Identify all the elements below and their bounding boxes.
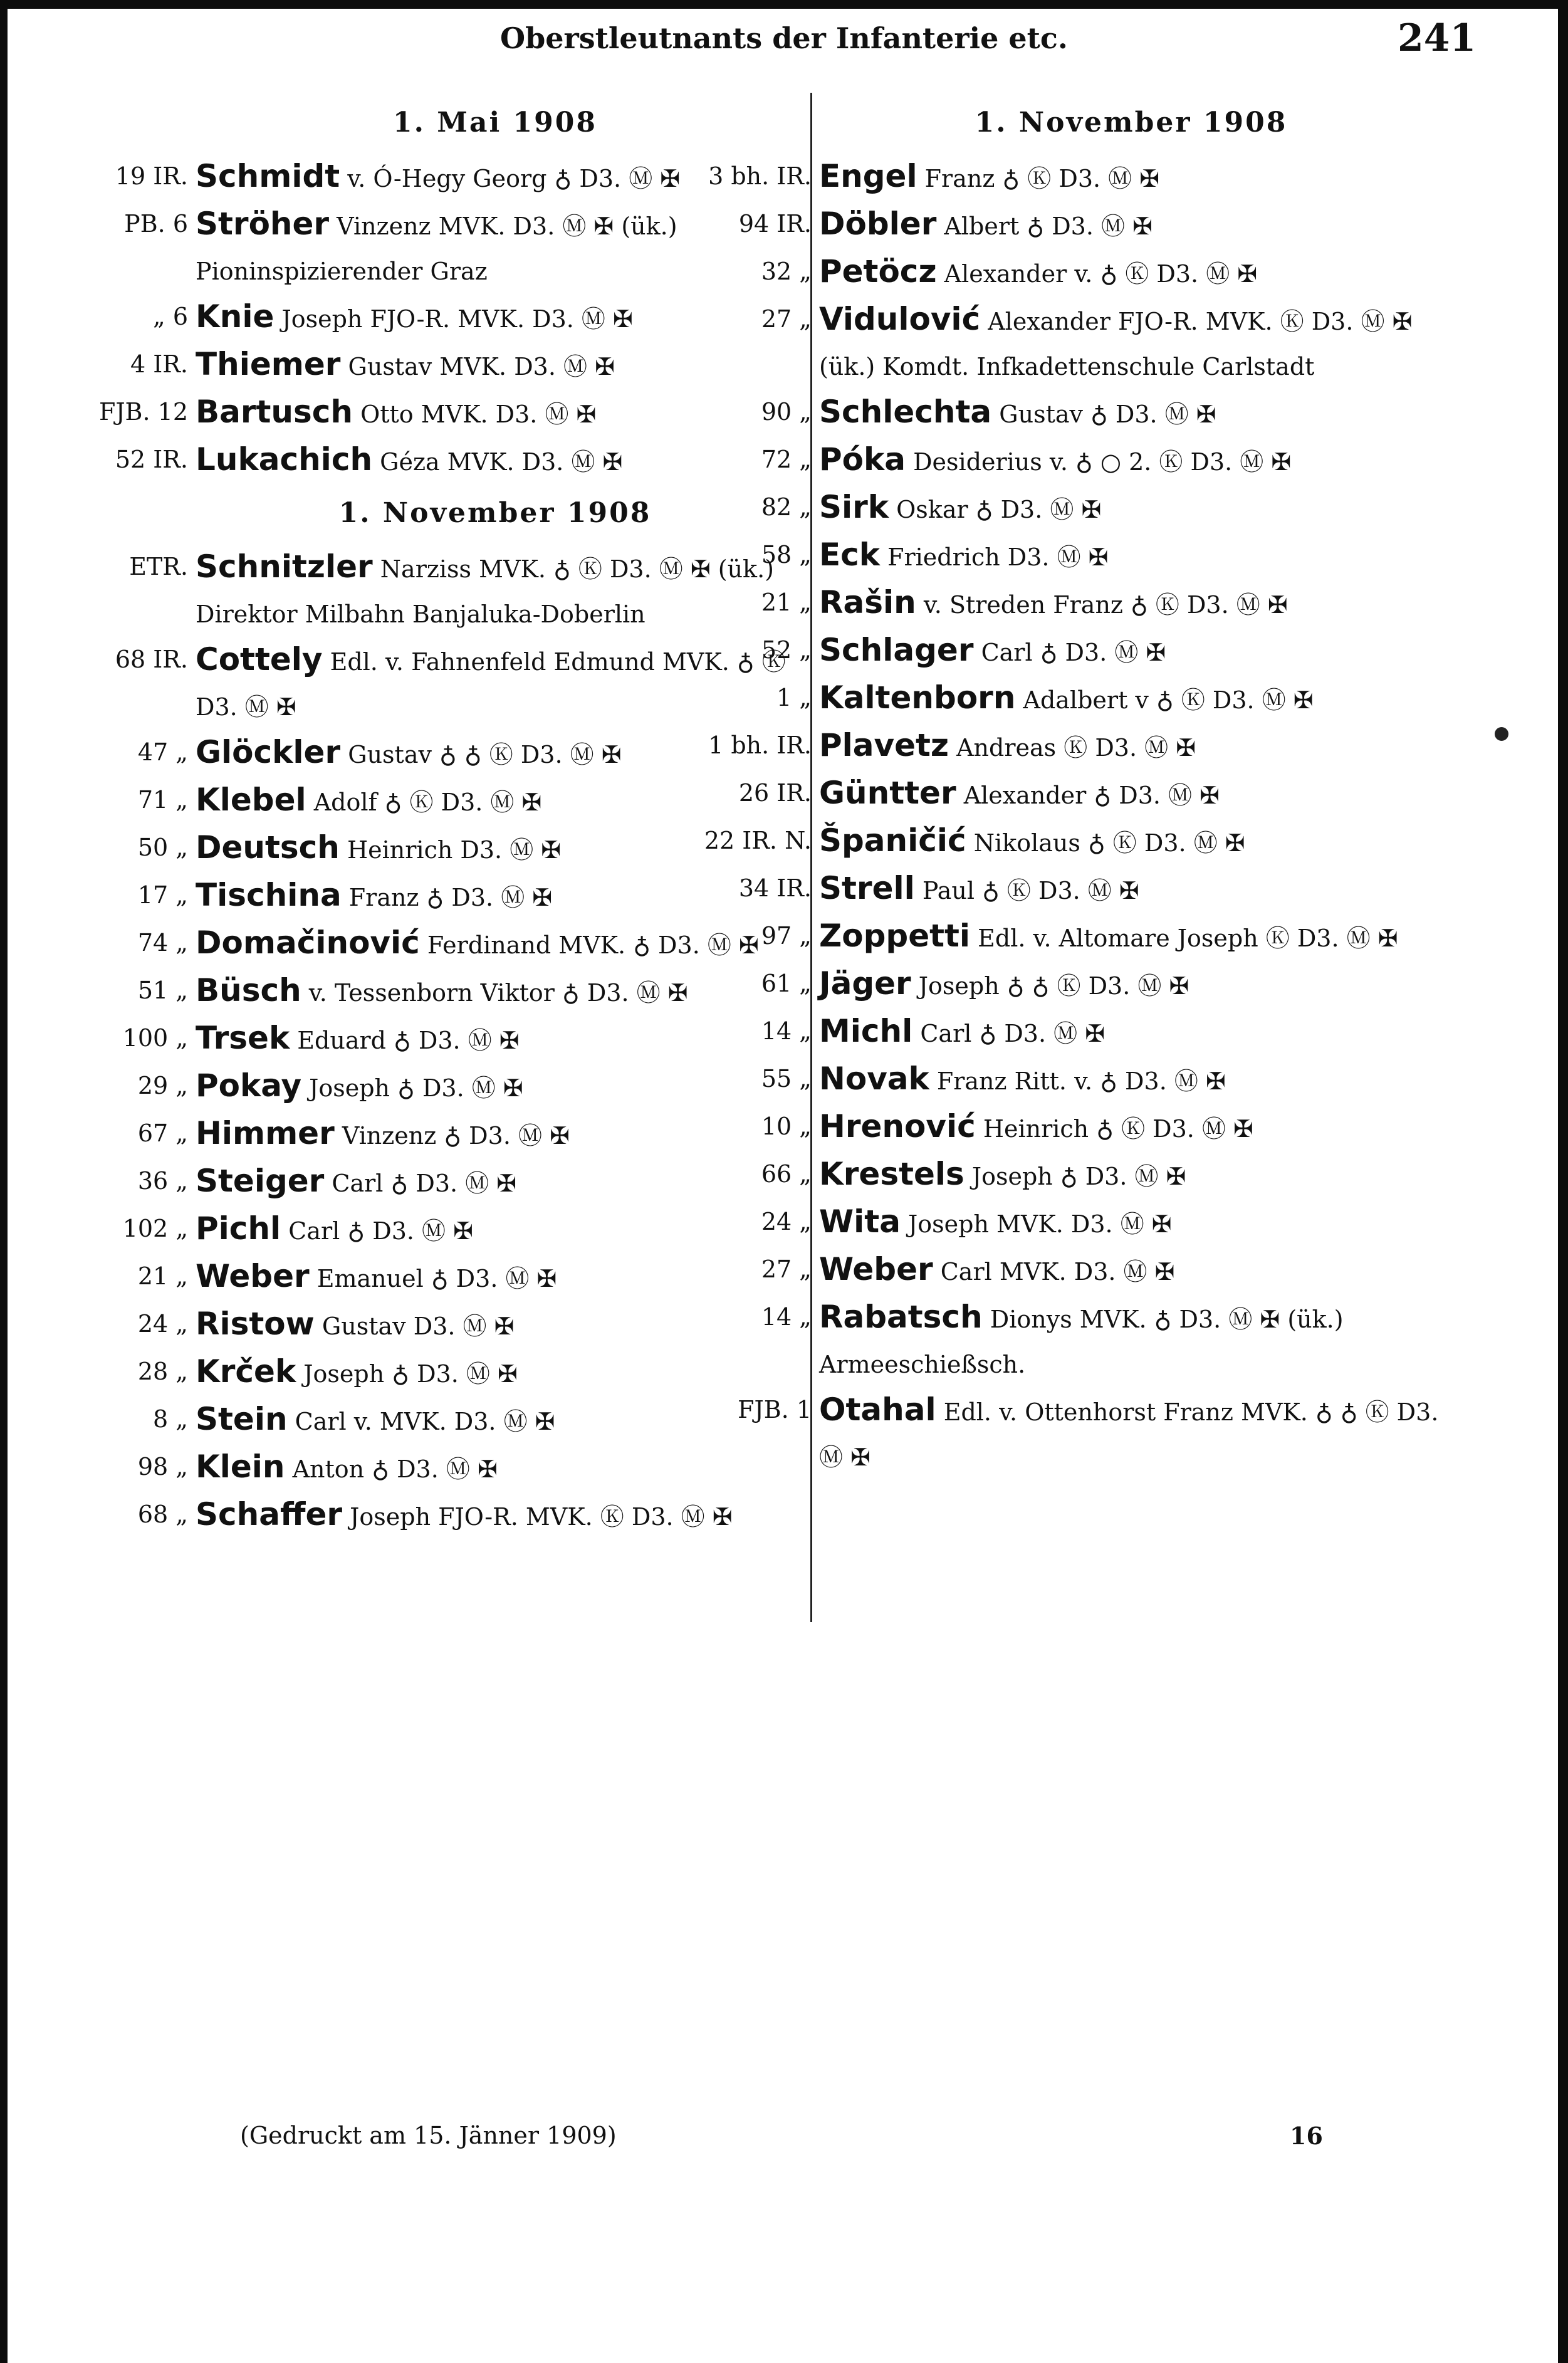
unit-designation: 36 „ — [137, 1167, 188, 1195]
entry-body — [819, 1199, 1451, 1247]
officer-surname: Döbler — [819, 206, 937, 242]
unit-designation: 27 „ — [761, 305, 812, 333]
officer-details: Desiderius v. ♁ ○ 2. Ⓚ D3. Ⓜ ✠ — [906, 448, 1292, 476]
officer-details: Edl. v. Fahnenfeld Edmund MVK. ♁ Ⓚ D3. Ⓜ ✠ — [196, 648, 786, 721]
officer-surname: Domačinović — [196, 925, 420, 961]
officer-surname: Deutsch — [196, 829, 340, 866]
officer-details: Edl. v. Altomare Joseph Ⓚ D3. Ⓜ ✠ — [970, 925, 1398, 952]
officer-surname: Lukachich — [196, 441, 373, 478]
officer-surname: Kaltenborn — [819, 679, 1016, 716]
officer-surname: Sirk — [819, 489, 889, 525]
officer-surname: Schlechta — [819, 394, 992, 430]
entry-body — [196, 1444, 802, 1492]
officer-details: Nikolaus ♁ Ⓚ D3. Ⓜ ✠ — [966, 829, 1245, 857]
unit-designation: 52 „ — [761, 636, 812, 664]
officer-entry — [708, 723, 1451, 770]
entry-body — [819, 485, 1451, 532]
unit-designation: 32 „ — [761, 258, 812, 285]
officer-details: Eduard ♁ D3. Ⓜ ✠ — [290, 1027, 520, 1054]
entry-body — [819, 532, 1451, 580]
officer-surname: Pichl — [196, 1210, 281, 1247]
officer-details: Vinzenz ♁ D3. Ⓜ ✠ — [334, 1122, 570, 1150]
officer-entry — [761, 1104, 1451, 1151]
page-number: 241 — [1398, 16, 1477, 60]
entry-body — [819, 1387, 1451, 1480]
officer-details: Adolf ♁ Ⓚ D3. Ⓜ ✠ — [306, 789, 542, 816]
unit-designation: FJB. 12 — [98, 398, 188, 426]
officer-details: Joseph ♁ D3. Ⓜ ✠ — [296, 1360, 518, 1388]
officer-details: Gustav D3. Ⓜ ✠ — [314, 1312, 515, 1340]
entry-body — [819, 389, 1451, 437]
officer-surname: Zoppetti — [819, 918, 971, 954]
sheet-number: 16 — [1290, 2122, 1323, 2150]
entry-body — [196, 1492, 802, 1539]
officer-details: Adalbert v ♁ Ⓚ D3. Ⓜ ✠ — [1015, 686, 1314, 714]
officer-entry — [761, 1247, 1451, 1294]
entry-body — [819, 913, 1451, 961]
entry-body — [819, 437, 1451, 485]
officer-details: Paul ♁ Ⓚ D3. Ⓜ ✠ — [914, 877, 1139, 904]
officer-entry — [761, 1151, 1451, 1199]
officer-surname: Plavetz — [819, 727, 949, 763]
officer-details: Franz Ritt. v. ♁ D3. Ⓜ ✠ — [929, 1067, 1226, 1095]
unit-designation: 47 „ — [137, 738, 188, 766]
officer-details: Albert ♁ D3. Ⓜ ✠ — [936, 212, 1152, 240]
officer-details: Gustav ♁ D3. Ⓜ ✠ — [991, 401, 1216, 428]
officer-surname: Schaffer — [196, 1496, 343, 1533]
officer-entry — [761, 961, 1451, 1009]
entry-body — [819, 1247, 1451, 1294]
officer-surname: Cottely — [196, 641, 323, 678]
scan-border-right — [1558, 0, 1568, 2363]
unit-designation: 71 „ — [137, 786, 188, 814]
officer-entry — [761, 1056, 1451, 1104]
officer-surname: Michl — [819, 1013, 913, 1049]
officer-surname: Bartusch — [196, 394, 353, 430]
entry-body — [819, 580, 1451, 627]
officer-surname: Španičić — [819, 822, 966, 859]
officer-entry — [761, 1009, 1451, 1056]
unit-designation: 21 „ — [761, 589, 812, 616]
entry-body — [819, 154, 1451, 201]
officer-details: Franz ♁ D3. Ⓜ ✠ — [341, 884, 553, 911]
print-date-note: (Gedruckt am 15. Jänner 1909) — [240, 2122, 617, 2149]
officer-details: Alexander ♁ D3. Ⓜ ✠ — [956, 782, 1220, 809]
officer-surname: Rabatsch — [819, 1299, 983, 1335]
entry-list — [704, 154, 1451, 1480]
unit-designation: „ 6 — [153, 303, 188, 330]
unit-designation: 58 „ — [761, 541, 812, 568]
unit-designation: 102 „ — [122, 1215, 188, 1242]
entry-body — [819, 818, 1451, 866]
officer-details: Gustav MVK. D3. Ⓜ ✠ — [340, 353, 615, 380]
right-column — [704, 94, 1451, 1480]
officer-details: Joseph FJO-R. MVK. Ⓚ D3. Ⓜ ✠ — [342, 1503, 733, 1531]
officer-details: Gustav ♁ ♁ Ⓚ D3. Ⓜ ✠ — [340, 741, 622, 768]
unit-designation: 24 „ — [761, 1208, 812, 1235]
officer-details: Otto MVK. D3. Ⓜ ✠ — [353, 401, 597, 428]
entry-body — [819, 296, 1451, 389]
section-heading: 1. Mai 1908 — [393, 107, 597, 139]
unit-designation: 68 „ — [137, 1501, 188, 1528]
officer-details: Carl ♁ D3. Ⓜ ✠ — [912, 1020, 1105, 1047]
officer-entry — [738, 866, 1451, 913]
unit-designation: 100 „ — [122, 1024, 188, 1052]
page-header: Oberstleutnants der Infanterie etc. — [500, 21, 1068, 55]
officer-surname: Jäger — [819, 965, 911, 1002]
section-heading: 1. November 1908 — [338, 497, 652, 529]
entry-body — [819, 675, 1451, 723]
officer-surname: Güntter — [819, 775, 956, 811]
officer-surname: Klein — [196, 1449, 285, 1485]
officer-entry — [761, 485, 1451, 532]
entry-body — [819, 1294, 1451, 1387]
officer-surname: Himmer — [196, 1115, 335, 1151]
scan-border-top — [0, 0, 1568, 9]
officer-entry — [761, 913, 1451, 961]
officer-surname: Hrenović — [819, 1108, 976, 1145]
officer-surname: Engel — [819, 158, 917, 194]
officer-details: Carl v. MVK. D3. Ⓜ ✠ — [287, 1408, 555, 1435]
ink-speck — [1495, 727, 1508, 741]
unit-designation: 26 IR. — [738, 779, 812, 807]
officer-entry — [761, 389, 1451, 437]
officer-details: v. Tessenborn Viktor ♁ D3. Ⓜ ✠ — [301, 979, 688, 1007]
unit-designation: 4 IR. — [130, 350, 188, 378]
officer-surname: Stein — [196, 1401, 288, 1437]
officer-surname: Novak — [819, 1061, 929, 1097]
officer-surname: Petöcz — [819, 253, 937, 290]
officer-details: Géza MVK. D3. Ⓜ ✠ — [372, 448, 623, 476]
unit-designation: 17 „ — [137, 881, 188, 909]
unit-designation: 98 „ — [137, 1453, 188, 1480]
officer-surname: Weber — [819, 1251, 933, 1287]
officer-details: Joseph FJO-R. MVK. D3. Ⓜ ✠ — [274, 305, 633, 333]
officer-details: Heinrich D3. Ⓜ ✠ — [339, 836, 562, 864]
officer-surname: Thiemer — [196, 346, 341, 382]
entry-body — [819, 723, 1451, 770]
unit-designation: 82 „ — [761, 493, 812, 521]
unit-designation: 55 „ — [761, 1065, 812, 1092]
officer-details: Joseph ♁ D3. Ⓜ ✠ — [301, 1074, 523, 1102]
officer-surname: Schmidt — [196, 158, 340, 194]
officer-surname: Póka — [819, 441, 906, 478]
entry-body — [819, 1151, 1451, 1199]
officer-surname: Glöckler — [196, 734, 341, 770]
officer-surname: Klebel — [196, 782, 306, 818]
officer-surname: Wita — [819, 1203, 901, 1240]
scan-border-left — [0, 0, 8, 2363]
unit-designation: 22 IR. N. — [704, 827, 812, 854]
officer-entry — [738, 1387, 1451, 1480]
officer-surname: Krček — [196, 1353, 296, 1390]
unit-designation: 68 IR. — [115, 646, 188, 673]
unit-designation: 72 „ — [761, 446, 812, 473]
officer-surname: Pokay — [196, 1067, 302, 1104]
unit-designation: 3 bh. IR. — [708, 162, 812, 190]
unit-designation: 94 IR. — [738, 210, 812, 238]
officer-details: Dionys MVK. ♁ D3. Ⓜ ✠ (ük.) Armeeschießsch. — [819, 1306, 1344, 1378]
entry-body — [819, 249, 1451, 296]
officer-surname: Rašin — [819, 584, 916, 621]
unit-designation: 61 „ — [761, 970, 812, 997]
officer-entry — [761, 437, 1451, 485]
officer-details: Alexander FJO-R. MVK. Ⓚ D3. Ⓜ ✠ (ük.) Komdt. Infkadettenschule Carlstadt — [819, 308, 1413, 380]
officer-details: Carl ♁ D3. Ⓜ ✠ — [281, 1217, 473, 1245]
unit-designation: ETR. — [129, 553, 188, 580]
officer-details: v. Streden Franz ♁ Ⓚ D3. Ⓜ ✠ — [916, 591, 1288, 619]
officer-surname: Knie — [196, 298, 274, 335]
officer-entry — [137, 1492, 802, 1539]
officer-surname: Otahal — [819, 1391, 936, 1428]
officer-details: Anton ♁ D3. Ⓜ ✠ — [285, 1455, 498, 1483]
officer-details: Ferdinand MVK. ♁ D3. Ⓜ ✠ — [419, 931, 759, 959]
entry-body — [819, 1104, 1451, 1151]
officer-entry — [704, 818, 1451, 866]
unit-designation: 1 „ — [776, 684, 812, 711]
officer-surname: Ströher — [196, 206, 330, 242]
officer-details: Joseph MVK. D3. Ⓜ ✠ — [900, 1210, 1172, 1238]
officer-surname: Vidulović — [819, 301, 981, 337]
unit-designation: 28 „ — [137, 1358, 188, 1385]
officer-entry — [761, 296, 1451, 389]
officer-details: Alexander v. ♁ Ⓚ D3. Ⓜ ✠ — [936, 260, 1258, 288]
officer-details: Edl. v. Ottenhorst Franz MVK. ♁ ♁ Ⓚ D3. Ⓜ ✠ — [819, 1398, 1439, 1471]
unit-designation: 34 IR. — [738, 874, 812, 902]
unit-designation: 1 bh. IR. — [708, 731, 812, 759]
officer-surname: Steiger — [196, 1163, 325, 1199]
unit-designation: 14 „ — [761, 1303, 812, 1331]
unit-designation: 21 „ — [137, 1262, 188, 1290]
entry-body — [819, 1056, 1451, 1104]
officer-surname: Eck — [819, 537, 881, 573]
officer-surname: Trsek — [196, 1020, 290, 1056]
entry-body — [819, 770, 1451, 818]
officer-details: Friedrich D3. Ⓜ ✠ — [880, 543, 1109, 571]
officer-details: Heinrich ♁ Ⓚ D3. Ⓜ ✠ — [975, 1115, 1253, 1143]
officer-entry — [130, 342, 802, 389]
unit-designation: 19 IR. — [115, 162, 188, 190]
unit-designation: 51 „ — [137, 977, 188, 1004]
unit-designation: 50 „ — [137, 834, 188, 861]
officer-details: Oskar ♁ D3. Ⓜ ✠ — [889, 496, 1102, 523]
officer-details: Franz ♁ Ⓚ D3. Ⓜ ✠ — [917, 165, 1160, 192]
entry-body — [819, 866, 1451, 913]
unit-designation: 24 „ — [137, 1310, 188, 1338]
unit-designation: PB. 6 — [124, 210, 188, 238]
unit-designation: 74 „ — [137, 929, 188, 956]
officer-details: Joseph ♁ D3. Ⓜ ✠ — [964, 1163, 1186, 1190]
entry-body — [819, 627, 1451, 675]
unit-designation: 10 „ — [761, 1113, 812, 1140]
entry-body — [196, 342, 802, 389]
officer-surname: Ristow — [196, 1306, 315, 1342]
unit-designation: 29 „ — [137, 1072, 188, 1099]
unit-designation: FJB. 1 — [738, 1396, 812, 1423]
officer-entry — [738, 201, 1451, 249]
officer-entry — [708, 154, 1451, 201]
officer-entry — [776, 675, 1451, 723]
unit-designation: 14 „ — [761, 1017, 812, 1045]
officer-details: v. Ó-Hegy Georg ♁ D3. Ⓜ ✠ — [340, 165, 681, 192]
officer-entry — [137, 1444, 802, 1492]
officer-surname: Krestels — [819, 1156, 964, 1192]
officer-details: Carl ♁ D3. Ⓜ ✠ — [324, 1170, 517, 1197]
officer-entry — [761, 532, 1451, 580]
entry-body — [819, 201, 1451, 249]
unit-designation: 8 „ — [153, 1405, 188, 1433]
officer-details: Vinzenz MVK. D3. Ⓜ ✠ (ük.) Pioninspizierender Graz — [196, 212, 677, 285]
officer-details: Carl ♁ D3. Ⓜ ✠ — [973, 639, 1166, 666]
officer-details: Andreas Ⓚ D3. Ⓜ ✠ — [949, 734, 1196, 762]
officer-entry — [761, 580, 1451, 627]
unit-designation: 52 IR. — [115, 446, 188, 473]
officer-details: Emanuel ♁ D3. Ⓜ ✠ — [309, 1265, 557, 1292]
officer-entry — [738, 770, 1451, 818]
officer-surname: Weber — [196, 1258, 310, 1294]
unit-designation: 66 „ — [761, 1160, 812, 1188]
officer-surname: Büsch — [196, 972, 301, 1009]
officer-surname: Schnitzler — [196, 548, 373, 585]
officer-surname: Schlager — [819, 632, 974, 668]
officer-entry — [761, 627, 1451, 675]
officer-entry — [761, 1199, 1451, 1247]
unit-designation: 97 „ — [761, 922, 812, 950]
unit-designation: 27 „ — [761, 1255, 812, 1283]
officer-details: Joseph ♁ ♁ Ⓚ D3. Ⓜ ✠ — [911, 972, 1189, 1000]
unit-designation: 90 „ — [761, 398, 812, 426]
officer-entry — [761, 249, 1451, 296]
unit-designation: 67 „ — [137, 1119, 188, 1147]
officer-details: Narziss MVK. ♁ Ⓚ D3. Ⓜ ✠ (ük.) Direktor Milbahn Banjaluka-Doberlin — [196, 555, 774, 628]
officer-entry — [761, 1294, 1451, 1387]
officer-details: Carl MVK. D3. Ⓜ ✠ — [933, 1258, 1175, 1286]
entry-body — [819, 1009, 1451, 1056]
officer-surname: Strell — [819, 870, 915, 906]
section-heading: 1. November 1908 — [975, 107, 1288, 139]
entry-body — [819, 961, 1451, 1009]
officer-surname: Tischina — [196, 877, 342, 913]
